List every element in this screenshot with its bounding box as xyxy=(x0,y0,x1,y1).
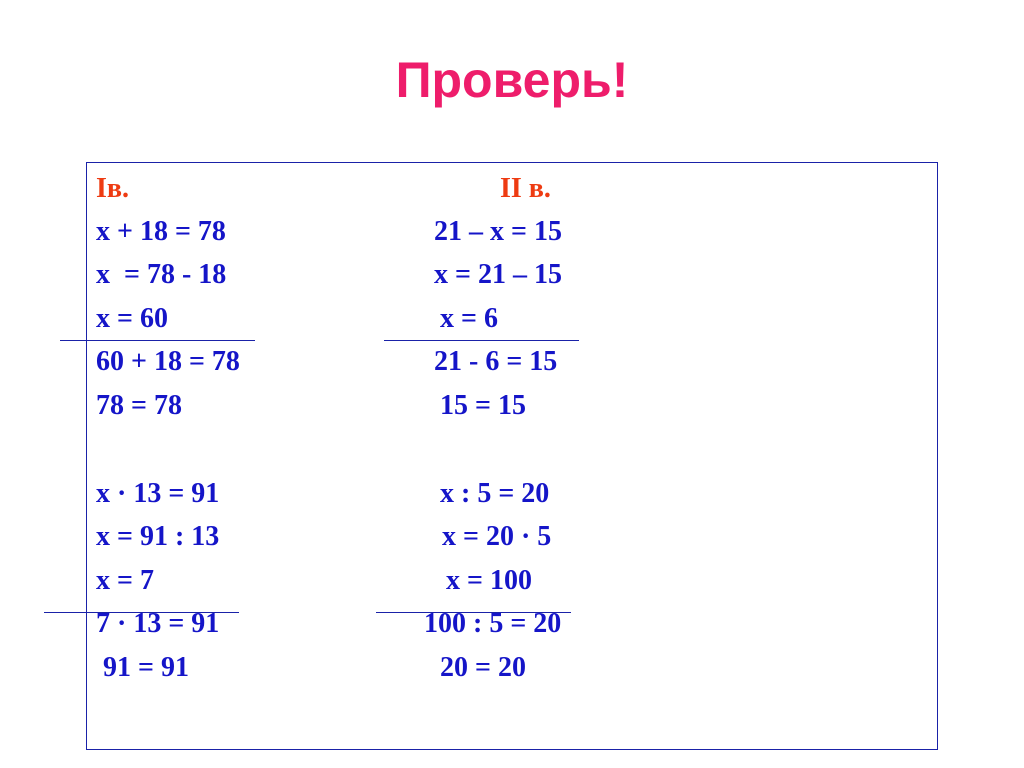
v2-eq2-line-1: x : 5 = 20 xyxy=(440,478,550,509)
v2-eq1-result: 15 = 15 xyxy=(440,390,526,421)
v2-eq2-result: 20 = 20 xyxy=(440,652,526,683)
check-separator-v1-eq1 xyxy=(60,340,255,341)
v2-eq2-line-3: x = 100 xyxy=(446,565,532,596)
variant2-header: II в. xyxy=(500,173,551,204)
v1-eq1-check: 60 + 18 = 78 xyxy=(96,346,240,377)
v1-eq2-result: 91 = 91 xyxy=(96,652,189,683)
check-separator-v2-eq2 xyxy=(376,612,571,613)
slide-title: Проверь! xyxy=(395,52,629,108)
check-separator-v1-eq2 xyxy=(44,612,239,613)
v1-eq2-line-1: x · 13 = 91 xyxy=(96,478,220,509)
v2-eq2-line-2: x = 20 · 5 xyxy=(442,521,552,552)
v2-eq1-check: 21 - 6 = 15 xyxy=(434,346,558,377)
v1-eq2-line-2: x = 91 : 13 xyxy=(96,521,220,552)
v1-eq1-line-3: x = 60 xyxy=(96,303,168,334)
variant1-header: Iв. xyxy=(96,173,130,204)
v2-eq1-line-1: 21 – x = 15 xyxy=(434,216,562,247)
v1-eq1-line-1: x + 18 = 78 xyxy=(96,216,226,247)
check-separator-v2-eq1 xyxy=(384,340,579,341)
v2-eq2-check: 100 : 5 = 20 xyxy=(424,608,562,639)
v1-eq1-result: 78 = 78 xyxy=(96,390,182,421)
v2-eq1-line-3: x = 6 xyxy=(440,303,498,334)
v2-eq1-line-2: x = 21 – 15 xyxy=(434,259,562,290)
v1-eq2-check: 7 · 13 = 91 xyxy=(96,608,220,639)
v1-eq2-line-3: x = 7 xyxy=(96,565,154,596)
v1-eq1-line-2: x = 78 - 18 xyxy=(96,259,227,290)
